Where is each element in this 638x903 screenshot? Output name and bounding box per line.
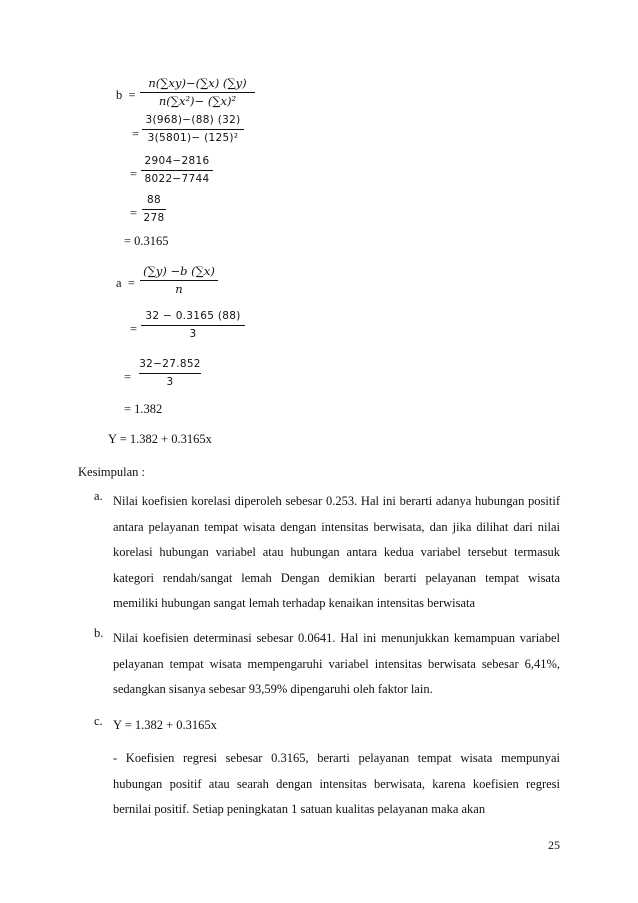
conclusion-item-b xyxy=(94,626,560,703)
b-step4-numerator: 88 xyxy=(147,194,161,206)
item-c-marker: c. xyxy=(94,714,103,728)
b-step4-equals: = xyxy=(130,206,138,220)
b-step2-numerator: 3(968)−(88) (32) xyxy=(145,114,241,126)
b-result: = 0.3165 xyxy=(124,234,169,248)
b-step3-numerator: 2904−2816 xyxy=(144,155,210,167)
a-step3-numerator: 32−27.852 xyxy=(139,358,201,370)
a-step3-equals: = xyxy=(124,370,132,384)
b-step3-denominator: 8022−7744 xyxy=(144,173,210,185)
a-step2-equals: = xyxy=(130,322,138,336)
item-c-text: - Koefisien regresi sebesar 0.3165, berarti pelayanan tempat wisata mempunyai hubungan positif atau searah dengan intensitas berwisata, karena koefisien regresi bernilai positif. Setiap peningkatan 1 satuan kualitas pelayanan maka akan xyxy=(113,751,560,816)
item-b-marker: b. xyxy=(94,626,104,640)
item-a-text: Nilai koefisien korelasi diperoleh sebesar 0.253. Hal ini berarti adanya hubungan positif antara pelayanan tempat wisata dengan intensitas berwisata, dan jika dilihat dari nilai korelasi hubungan variabel atau hubungan antara kedua variabel tersebut termasuk kategori rendah/sangat lemah Dengan demikian berarti pelayanan tempat wisata memiliki hubungan sangat lemah terhadap kenaikan intensitas berwisata xyxy=(113,494,560,610)
a-formula-denominator: n xyxy=(175,282,183,296)
a-step2-denominator: 3 xyxy=(189,328,197,340)
b-step4-fraction xyxy=(142,193,166,226)
b-step4-denominator: 278 xyxy=(143,212,165,224)
a-formula-numerator: (∑y) −b (∑x) xyxy=(143,264,215,278)
b-step2-denominator: 3(5801)− (125)² xyxy=(147,132,239,144)
a-result: = 1.382 xyxy=(124,402,163,416)
b-label: b = xyxy=(116,88,136,102)
a-step3-fraction xyxy=(139,357,201,390)
conclusion-item-a xyxy=(94,489,560,617)
b-step3-fraction xyxy=(141,154,213,187)
regression-equation: Y = 1.382 + 0.3165x xyxy=(108,432,212,446)
b-formula-fraction xyxy=(140,76,255,109)
a-label: a = xyxy=(116,276,135,290)
a-formula-fraction xyxy=(140,264,218,297)
b-step2-equals: = xyxy=(132,127,140,141)
conclusion-heading: Kesimpulan : xyxy=(78,465,146,479)
b-formula-denominator: n(∑x²)− (∑x)² xyxy=(158,94,237,108)
page-number: 25 xyxy=(548,838,560,852)
b-step3-equals: = xyxy=(130,167,138,181)
a-step2-fraction xyxy=(141,309,245,342)
b-step2-fraction xyxy=(142,113,244,146)
b-formula-numerator: n(∑xy)−(∑x) (∑y) xyxy=(148,76,247,90)
item-c-equation: Y = 1.382 + 0.3165x xyxy=(113,718,217,732)
conclusion-item-c xyxy=(94,714,560,736)
item-a-marker: a. xyxy=(94,489,103,503)
a-step2-numerator: 32 − 0.3165 (88) xyxy=(145,310,241,322)
item-b-text: Nilai koefisien determinasi sebesar 0.0641. Hal ini menunjukkan kemampuan variabel pelayanan tempat wisata mempengaruhi variabel intensitas berwisata sebesar 6,41%, sedangkan sisanya sebesar 93,59% dipengaruhi oleh faktor lain. xyxy=(113,631,560,696)
a-step3-denominator: 3 xyxy=(166,376,174,388)
